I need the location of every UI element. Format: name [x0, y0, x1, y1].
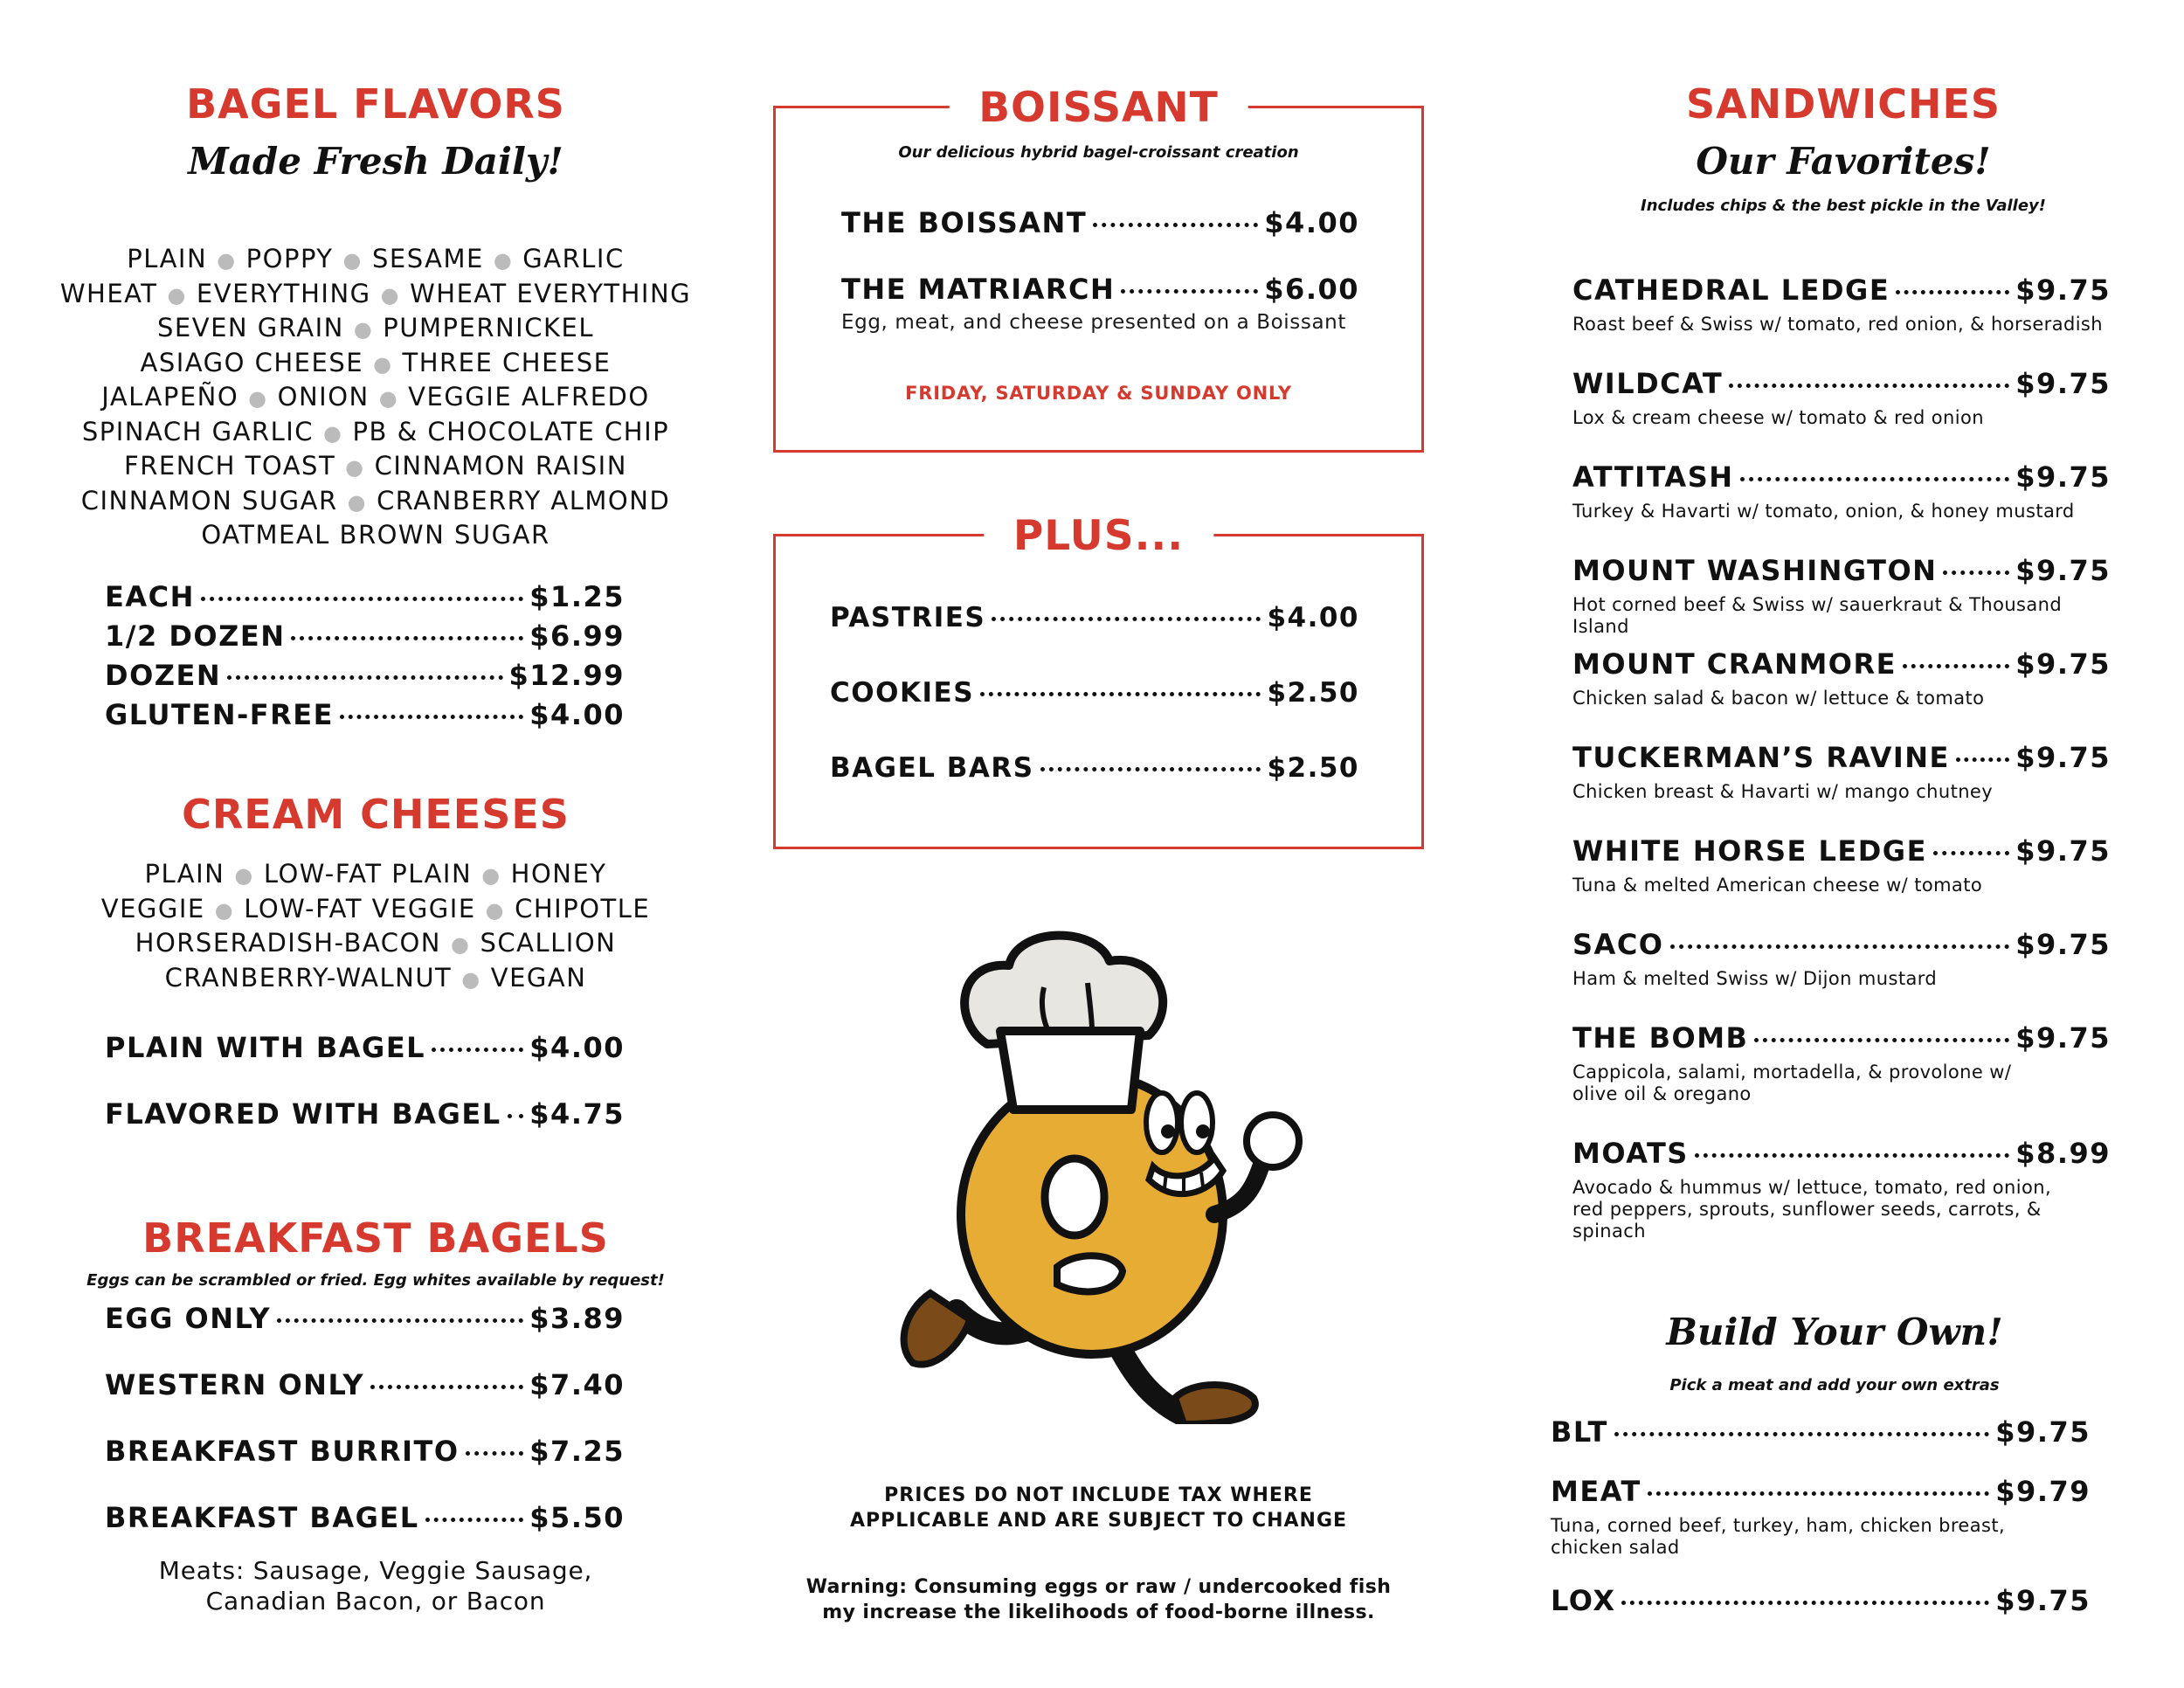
sandwich-desc [1572, 781, 2111, 803]
sandwich-price: $9.75 [2015, 273, 2111, 307]
sandwich-desc-line: Lox & cream cheese w/ tomato & red onion [1572, 407, 1984, 428]
sandwich-price: $9.75 [2015, 460, 2111, 494]
sandwich-item [1572, 741, 2111, 834]
flavor-name: CRANBERRY-WALNUT [164, 962, 453, 993]
leader-dots [227, 675, 502, 680]
sandwich-name: WILDCAT [1572, 367, 1724, 400]
price-item-price: $1.25 [529, 580, 625, 613]
price-item-row [105, 619, 625, 659]
sandwich-name: ATTITASH [1572, 460, 1734, 494]
flavor-line [52, 485, 699, 520]
price-item-price: $3.89 [529, 1302, 625, 1335]
sandwich-desc [1572, 875, 2111, 896]
build-your-own-note: Pick a meat and add your own extras [1669, 1376, 2000, 1394]
sandwich-item [1572, 273, 2111, 367]
sandwich-desc-line: Ham & melted Swiss w/ Dijon mustard [1572, 968, 1938, 989]
price-item-row [105, 1031, 625, 1097]
sandwich-item [1572, 834, 2111, 928]
sandwich-desc-line: olive oil & oregano [1572, 1083, 1752, 1104]
price-item-price: $4.00 [1267, 602, 1359, 633]
sandwich-desc-line: Turkey & Havarti w/ tomato, onion, & honey mustard [1572, 501, 2075, 522]
leader-dots [980, 692, 1261, 696]
build-your-own-list [1551, 1415, 2091, 1643]
leader-dots [1729, 384, 2009, 388]
sandwich-item [1572, 928, 2111, 1021]
bullet-icon: ● [378, 386, 399, 411]
sandwiches-note: Includes chips & the best pickle in the Valley! [1641, 197, 2046, 215]
leader-dots [1695, 1153, 2009, 1158]
flavor-name: PLAIN [127, 244, 208, 273]
flavor-name: HORSERADISH-BACON [135, 928, 441, 958]
sandwich-price: $9.75 [2015, 741, 2111, 774]
leader-dots [432, 1048, 523, 1052]
leader-dots [1670, 944, 2010, 949]
bullet-icon: ● [347, 489, 368, 515]
boissant-note: Our delicious hybrid bagel-croissant creation [898, 143, 1299, 162]
matriarch-item-desc: Egg, meat, and cheese presented on a Boissant [841, 311, 1346, 334]
flavor-name: PLAIN [144, 859, 225, 889]
sandwich-list [1572, 273, 2111, 1252]
bagel-flavors-subtitle: Made Fresh Daily! [188, 140, 563, 183]
breakfast-bagels-note: Eggs can be scrambled or fried. Egg whites available by request! [86, 1271, 665, 1290]
leader-dots [291, 636, 523, 640]
bagel-flavors-title: BAGEL FLAVORS [186, 80, 565, 128]
sandwich-price: $9.75 [2015, 928, 2111, 961]
sandwich-row [1572, 928, 2111, 961]
sandwich-desc-line: Roast beef & Swiss w/ tomato, red onion, & horseradish [1572, 314, 2103, 335]
price-item-name: GLUTEN-FREE [105, 698, 334, 731]
price-item-row [830, 677, 1359, 752]
sandwich-name: SACO [1572, 928, 1664, 961]
bullet-icon: ● [485, 897, 506, 923]
price-item-price: $4.00 [529, 1031, 625, 1064]
flavor-name: VEGAN [490, 962, 587, 993]
leader-dots [1754, 1038, 2009, 1042]
flavor-line [52, 450, 699, 485]
sandwich-price: $9.75 [2015, 367, 2111, 400]
sandwich-item [1572, 367, 2111, 460]
sandwich-item [1572, 460, 2111, 554]
boissant-item-name: THE BOISSANT [841, 206, 1088, 239]
price-item-row [105, 580, 625, 619]
bullet-icon: ● [342, 248, 363, 273]
price-item-name: PLAIN WITH BAGEL [105, 1031, 426, 1064]
flavor-line [52, 519, 699, 552]
byo-name: LOX [1551, 1584, 1616, 1617]
sandwiches-subtitle: Our Favorites! [1696, 140, 1991, 183]
bullet-icon: ● [248, 386, 268, 411]
boissant-item [841, 206, 1359, 239]
price-item-row [105, 1368, 625, 1435]
breakfast-meats-note [52, 1555, 699, 1616]
breakfast-meats-line-1: Meats: Sausage, Veggie Sausage, [158, 1556, 593, 1585]
price-item-row [830, 752, 1359, 827]
bagel-price-list [105, 580, 625, 737]
bullet-icon: ● [493, 248, 514, 273]
price-item-price: $4.75 [529, 1097, 625, 1131]
leader-dots [1648, 1491, 1989, 1496]
sandwich-price: $9.75 [2015, 554, 2111, 587]
price-item-price: $5.50 [529, 1501, 625, 1534]
byo-row [1551, 1475, 2091, 1508]
plus-title: PLUS... [984, 512, 1213, 560]
byo-row [1551, 1584, 2091, 1617]
price-item-row [105, 659, 625, 698]
price-item-name: 1/2 DOZEN [105, 619, 286, 653]
bullet-icon: ● [353, 317, 374, 342]
breakfast-bagels-title: BREAKFAST BAGELS [142, 1214, 609, 1262]
leader-dots [1040, 767, 1261, 771]
flavor-name: CINNAMON SUGAR [80, 485, 338, 515]
cream-cheeses-title: CREAM CHEESES [182, 791, 570, 838]
bullet-icon: ● [373, 351, 393, 377]
sandwich-item [1572, 647, 2111, 741]
bullet-icon: ● [345, 455, 365, 480]
matriarch-item-price: $6.00 [1264, 273, 1359, 306]
flavor-line [52, 416, 699, 451]
bullet-icon: ● [461, 966, 481, 992]
sandwich-item [1572, 1137, 2111, 1252]
build-your-own-title: Build Your Own! [1666, 1311, 2003, 1353]
bullet-icon: ● [214, 897, 235, 923]
flavor-name: POPPY [245, 244, 334, 273]
breakfast-meats-line-2: Canadian Bacon, or Bacon [205, 1587, 546, 1615]
sandwich-desc-line: Chicken salad & bacon w/ lettuce & tomato [1572, 688, 1985, 709]
price-item-name: BAGEL BARS [830, 752, 1034, 784]
sandwich-desc-line: Tuna & melted American cheese w/ tomato [1572, 875, 1983, 896]
sandwich-desc-line: Hot corned beef & Swiss w/ sauerkraut & Thousand Island [1572, 594, 2063, 637]
matriarch-item [841, 273, 1359, 334]
price-item-name: BREAKFAST BAGEL [105, 1501, 419, 1534]
sandwich-name: MOATS [1572, 1137, 1689, 1170]
flavor-line [52, 962, 699, 997]
price-item-row [105, 1435, 625, 1501]
leader-dots [370, 1385, 523, 1389]
price-item-name: BREAKFAST BURRITO [105, 1435, 460, 1468]
tax-notice-line-2: APPLICABLE AND ARE SUBJECT TO CHANGE [849, 1510, 1348, 1532]
byo-desc [1551, 1515, 2091, 1559]
leader-dots [1956, 758, 2009, 762]
bullet-icon: ● [234, 863, 254, 888]
sandwich-row [1572, 741, 2111, 774]
leader-dots [1903, 664, 2009, 668]
flavor-name: ONION [277, 382, 370, 412]
flavor-name: WHEAT [59, 278, 158, 308]
bullet-icon: ● [217, 248, 237, 273]
flavor-name: OATMEAL BROWN SUGAR [201, 520, 550, 550]
food-warning-line-1: Warning: Consuming eggs or raw / undercooked fish [805, 1576, 1392, 1598]
byo-name: BLT [1551, 1415, 1608, 1449]
sandwich-row [1572, 554, 2111, 587]
sandwich-row [1572, 367, 2111, 400]
byo-price: $9.79 [1995, 1475, 2091, 1508]
leader-dots [201, 597, 523, 601]
boissant-box [773, 84, 1424, 453]
sandwich-desc-line: red peppers, sprouts, sunflower seeds, carrots, & spinach [1572, 1199, 2042, 1242]
byo-desc-line: Tuna, corned beef, turkey, ham, chicken breast, [1551, 1515, 2006, 1536]
sandwich-desc [1572, 314, 2111, 336]
flavor-name: WHEAT EVERYTHING [410, 278, 692, 308]
leader-dots [1943, 571, 2009, 575]
sandwich-desc [1572, 407, 2111, 429]
flavor-name: SEVEN GRAIN [157, 313, 344, 342]
price-item-name: FLAVORED WITH BAGEL [105, 1097, 501, 1131]
cream-cheese-price-list [105, 1031, 625, 1164]
byo-item [1551, 1475, 2091, 1584]
bullet-icon: ● [323, 420, 343, 446]
sandwich-name: MOUNT CRANMORE [1572, 647, 1897, 681]
leader-dots [508, 1114, 524, 1118]
flavor-line [52, 278, 699, 313]
leader-dots [1933, 851, 2009, 855]
flavor-line [52, 347, 699, 382]
flavor-name: FRENCH TOAST [124, 451, 336, 481]
leader-dots [1093, 223, 1258, 227]
sandwich-name: TUCKERMAN’S RAVINE [1572, 741, 1950, 774]
flavor-name: VEGGIE [100, 893, 205, 924]
leader-dots [1896, 290, 2009, 294]
price-item-price: $12.99 [508, 659, 625, 692]
leader-dots [277, 1318, 523, 1323]
flavor-line [52, 858, 699, 893]
boissant-availability: FRIDAY, SATURDAY & SUNDAY ONLY [905, 383, 1292, 404]
tax-notice-line-1: PRICES DO NOT INCLUDE TAX WHERE [884, 1484, 1313, 1506]
price-item-row [105, 1097, 625, 1164]
sandwich-row [1572, 460, 2111, 494]
price-item-price: $7.40 [529, 1368, 625, 1401]
flavor-name: SPINACH GARLIC [81, 416, 314, 446]
sandwich-price: $9.75 [2015, 1021, 2111, 1055]
byo-desc-line: chicken salad [1551, 1537, 1680, 1558]
sandwich-row [1572, 273, 2111, 307]
flavor-name: PB & CHOCOLATE CHIP [352, 416, 670, 446]
flavor-name: CINNAMON RAISIN [374, 451, 627, 481]
flavor-name: GARLIC [522, 244, 625, 273]
price-item-price: $2.50 [1267, 677, 1359, 709]
bullet-icon: ● [167, 282, 187, 308]
leader-dots [466, 1451, 524, 1456]
flavor-name: CRANBERRY ALMOND [377, 485, 671, 515]
leader-dots [425, 1518, 524, 1522]
flavor-line [52, 312, 699, 347]
sandwich-item [1572, 554, 2111, 647]
price-item-name: EACH [105, 580, 195, 613]
sandwich-item [1572, 1021, 2111, 1137]
flavor-name: LOW-FAT PLAIN [263, 859, 473, 889]
flavor-line [52, 927, 699, 962]
sandwich-price: $8.99 [2015, 1137, 2111, 1170]
byo-name: MEAT [1551, 1475, 1641, 1508]
sandwich-desc-line: Cappicola, salami, mortadella, & provolone w/ [1572, 1062, 2012, 1083]
flavor-name: HONEY [510, 859, 607, 889]
sandwich-row [1572, 1021, 2111, 1055]
price-item-row [830, 602, 1359, 677]
sandwich-price: $9.75 [2015, 834, 2111, 868]
price-item-name: COOKIES [830, 677, 975, 709]
sandwich-name: THE BOMB [1572, 1021, 1749, 1055]
price-item-price: $2.50 [1267, 752, 1359, 784]
price-item-row [105, 698, 625, 737]
flavor-name: LOW-FAT VEGGIE [244, 893, 476, 924]
plus-price-list [830, 602, 1359, 827]
sandwich-desc [1572, 968, 2111, 990]
boissant-item-price: $4.00 [1264, 206, 1359, 239]
flavor-line [52, 381, 699, 416]
sandwich-name: WHITE HORSE LEDGE [1572, 834, 1927, 868]
leader-dots [340, 715, 523, 719]
bullet-icon: ● [451, 932, 471, 957]
price-item-price: $4.00 [529, 698, 625, 731]
flavor-name: PUMPERNICKEL [383, 313, 594, 342]
price-item-price: $6.99 [529, 619, 625, 653]
tax-notice [769, 1483, 1428, 1533]
food-warning-line-2: my increase the likelihoods of food-borne illness. [822, 1602, 1375, 1623]
flavor-name: JALAPEÑO [101, 382, 239, 412]
flavor-line [52, 893, 699, 928]
sandwich-desc [1572, 1062, 2111, 1105]
byo-price: $9.75 [1995, 1584, 2091, 1617]
sandwich-price: $9.75 [2015, 647, 2111, 681]
plus-box [773, 512, 1424, 849]
byo-price: $9.75 [1995, 1415, 2091, 1449]
leader-dots [1621, 1601, 1989, 1605]
flavor-name: THREE CHEESE [402, 347, 612, 377]
breakfast-price-list [105, 1302, 625, 1567]
price-item-row [105, 1302, 625, 1368]
sandwich-desc-line: Chicken breast & Havarti w/ mango chutney [1572, 781, 1994, 802]
price-item-price: $7.25 [529, 1435, 625, 1468]
flavor-name: SESAME [371, 244, 484, 273]
flavor-name: VEGGIE ALFREDO [408, 382, 650, 412]
flavor-name: ASIAGO CHEESE [140, 347, 364, 377]
sandwich-name: CATHEDRAL LEDGE [1572, 273, 1890, 307]
leader-dots [1121, 289, 1258, 294]
sandwich-desc [1572, 594, 2111, 638]
sandwich-desc [1572, 501, 2111, 522]
flavor-name: SCALLION [480, 928, 617, 958]
bullet-icon: ● [481, 863, 501, 888]
sandwich-name: MOUNT WASHINGTON [1572, 554, 1938, 587]
flavor-name: EVERYTHING [196, 278, 371, 308]
byo-row [1551, 1415, 2091, 1449]
byo-item [1551, 1584, 2091, 1643]
leader-dots [1740, 477, 2010, 481]
leader-dots [1614, 1432, 1989, 1436]
sandwich-row [1572, 834, 2111, 868]
byo-item [1551, 1415, 2091, 1475]
bagel-flavor-list [52, 243, 699, 552]
boissant-title: BOISSANT [949, 84, 1248, 132]
price-item-name: EGG ONLY [105, 1302, 272, 1335]
price-item-name: WESTERN ONLY [105, 1368, 365, 1401]
sandwich-desc [1572, 1177, 2111, 1242]
price-item-name: PASTRIES [830, 602, 986, 633]
running-bagel-chef-mascot-icon [869, 926, 1332, 1424]
sandwiches-title: SANDWICHES [1685, 80, 2001, 128]
cream-cheese-list [52, 858, 699, 996]
flavor-name: CHIPOTLE [515, 893, 651, 924]
price-item-name: DOZEN [105, 659, 222, 692]
sandwich-desc-line: Avocado & hummus w/ lettuce, tomato, red onion, [1572, 1177, 2052, 1198]
flavor-line [52, 243, 699, 278]
leader-dots [992, 617, 1261, 621]
sandwich-row [1572, 647, 2111, 681]
bullet-icon: ● [380, 282, 401, 308]
sandwich-row [1572, 1137, 2111, 1170]
food-warning [769, 1574, 1428, 1625]
sandwich-desc [1572, 688, 2111, 709]
matriarch-item-name: THE MATRIARCH [841, 273, 1116, 306]
